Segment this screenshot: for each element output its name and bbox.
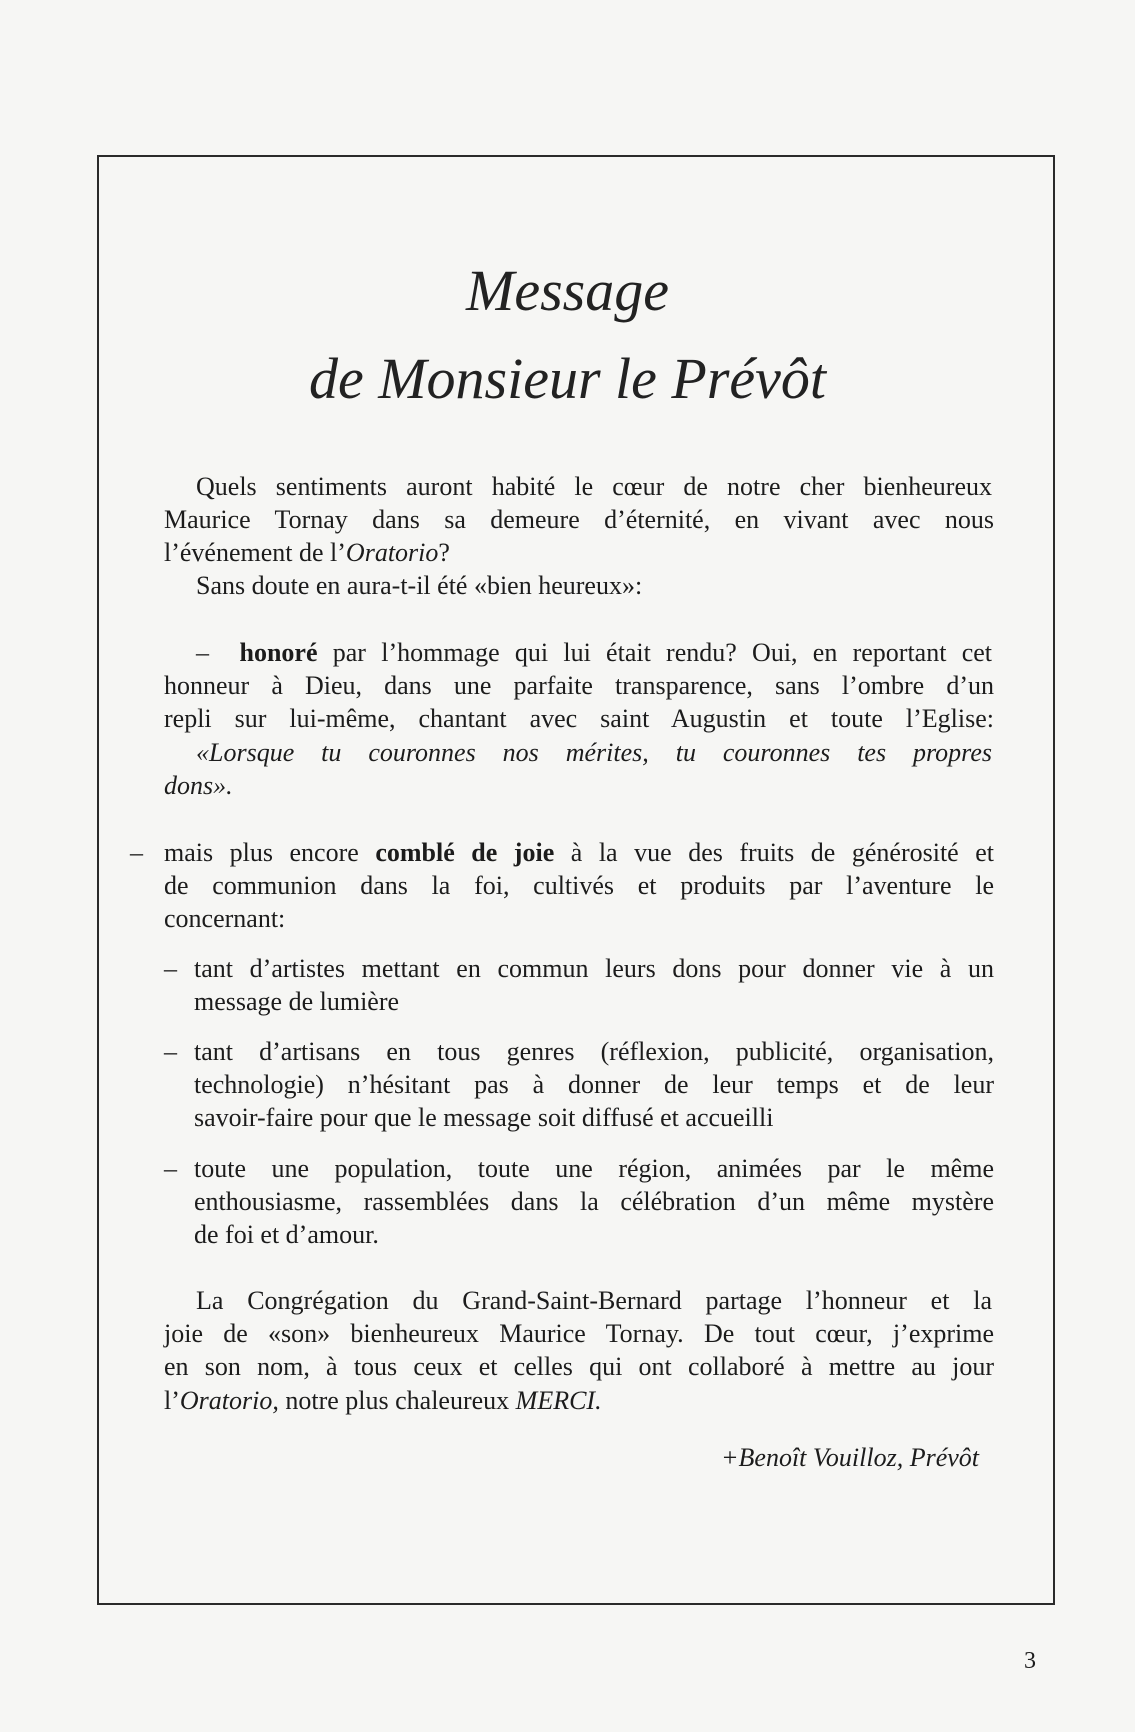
intro-line1: Quels sentiments auront habité le cœur de notre cher bienheureux xyxy=(196,472,992,501)
honore-quote-line1: «Lorsque tu couronnes nos mérites, tu couronnes tes propres xyxy=(196,738,992,767)
intro-line4: Sans doute en aura-t-il été «bien heureux»: xyxy=(196,571,643,600)
sub-item-2-line2: technologie) n’hésitant pas à donner de leur temps et de leur xyxy=(194,1070,994,1099)
page-title-line2: de Monsieur le Prévôt xyxy=(308,346,826,411)
sub-item-2-line1: tant d’artisans en tous genres (réflexion, publicité, organisation, xyxy=(194,1037,994,1066)
page-number: 3 xyxy=(1024,1648,1036,1674)
comble-line2: de communion dans la foi, cultivés et produits par l’aventure le xyxy=(164,871,994,900)
closing-line4: l’Oratorio, notre plus chaleureux MERCI. xyxy=(164,1386,602,1415)
sub-item-1-line1: tant d’artistes mettant en commun leurs dons pour donner vie à un xyxy=(194,954,994,983)
sub-item-3-dash: – xyxy=(164,1154,177,1183)
comble-line3: concernant: xyxy=(164,904,286,933)
honore-line2: honneur à Dieu, dans une parfaite transparence, sans l’ombre d’un xyxy=(164,671,994,700)
sub-item-3-line2: enthousiasme, rassemblées dans la célébration d’un même mystère xyxy=(194,1187,994,1216)
comble-line1: mais plus encore comblé de joie à la vue des fruits de générosité et xyxy=(164,838,995,867)
honore-quote-line2: dons». xyxy=(164,771,233,800)
sub-item-2-dash: – xyxy=(164,1037,177,1066)
signature: +Benoît Vouilloz, Prévôt xyxy=(720,1443,979,1472)
sub-item-3-line1: toute une population, toute une région, animées par le même xyxy=(194,1154,994,1183)
closing-line3: en son nom, à tous ceux et celles qui ont collaboré à mettre au jour xyxy=(164,1352,994,1381)
intro-line3: l’événement de l’Oratorio? xyxy=(164,538,450,567)
comble-dash: – xyxy=(130,838,143,867)
closing-line1: La Congrégation du Grand-Saint-Bernard partage l’honneur et la xyxy=(196,1286,992,1315)
page-title-line1: Message xyxy=(466,258,669,323)
closing-line2: joie de «son» bienheureux Maurice Tornay. De tout cœur, j’exprime xyxy=(164,1319,994,1348)
sub-item-1-dash: – xyxy=(164,954,177,983)
honore-line1: – honoré par l’hommage qui lui était rendu? Oui, en reportant cet xyxy=(196,638,992,667)
honore-line3: repli sur lui-même, chantant avec saint Augustin et toute l’Eglise: xyxy=(164,704,994,733)
sub-item-1-line2: message de lumière xyxy=(194,987,400,1016)
sub-item-3-line3: de foi et d’amour. xyxy=(194,1220,379,1249)
intro-line2: Maurice Tornay dans sa demeure d’éternité, en vivant avec nous xyxy=(164,505,994,534)
sub-item-2-line3: savoir-faire pour que le message soit diffusé et accueilli xyxy=(194,1103,774,1132)
